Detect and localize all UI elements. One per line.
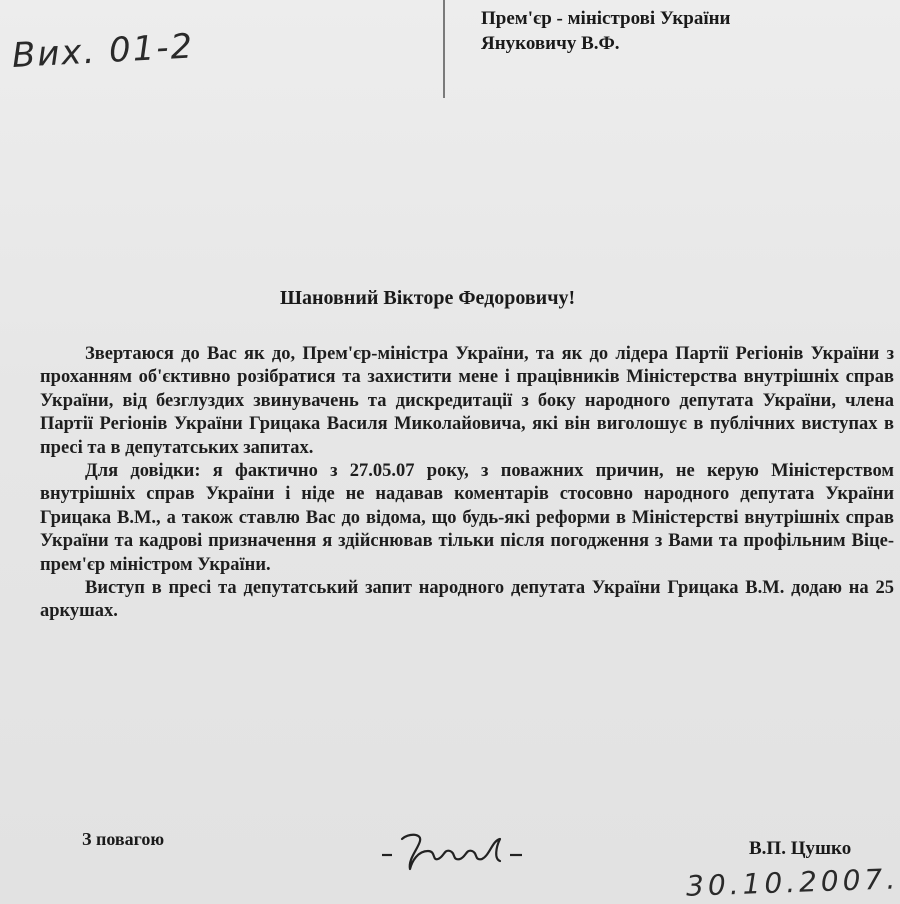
handwritten-signature: [378, 825, 538, 875]
closing-phrase: З повагою: [82, 829, 165, 849]
outgoing-number-handwritten: Вих. 01-2: [10, 26, 196, 76]
letter-body: [40, 343, 894, 624]
paragraph-attachment: Виступ в пресі та депутатський запит народного депутата України Грицака В.М. додаю на 25 аркушах.: [40, 578, 894, 622]
vertical-divider: [443, 0, 445, 98]
salutation: Шановний Вікторе Федоровичу!: [280, 287, 576, 309]
handwritten-date: 30.10.2007.: [685, 862, 900, 903]
addressee-name: Януковичу В.Ф.: [481, 33, 620, 54]
addressee-position: Прем'єр - міністрові України: [481, 8, 731, 29]
signer-name: В.П. Цушко: [749, 838, 852, 859]
paragraph-request: Звертаюся до Вас як до, Прем'єр-міністра України, та як до лідера Партії Регіонів України з проханням об'єктивно розібратися та захистити мене і працівників Міністерства внутрішніх справ України, від безглуздих звинувачень та дискредитації з боку народного депутата України, члена Партії Регіонів України Грицака Василя Миколайовича, які він виголошує в публічних виступах в пресі та в депутатських запитах.: [40, 344, 894, 458]
paragraph-reference: Для довідки: я фактично з 27.05.07 року, з поважних причин, не керую Міністерством внутрішніх справ України і ніде не надавав коментарів стосовно народного депутата України Грицака В.М., а також ставлю Вас до відома, що будь-які реформи в Міністерстві внутрішніх справ України та кадрові призначення я здійснював тільки після погодження з Вами та профільним Віце-прем'єр міністром України.: [40, 461, 894, 575]
addressee-block: [481, 6, 731, 56]
